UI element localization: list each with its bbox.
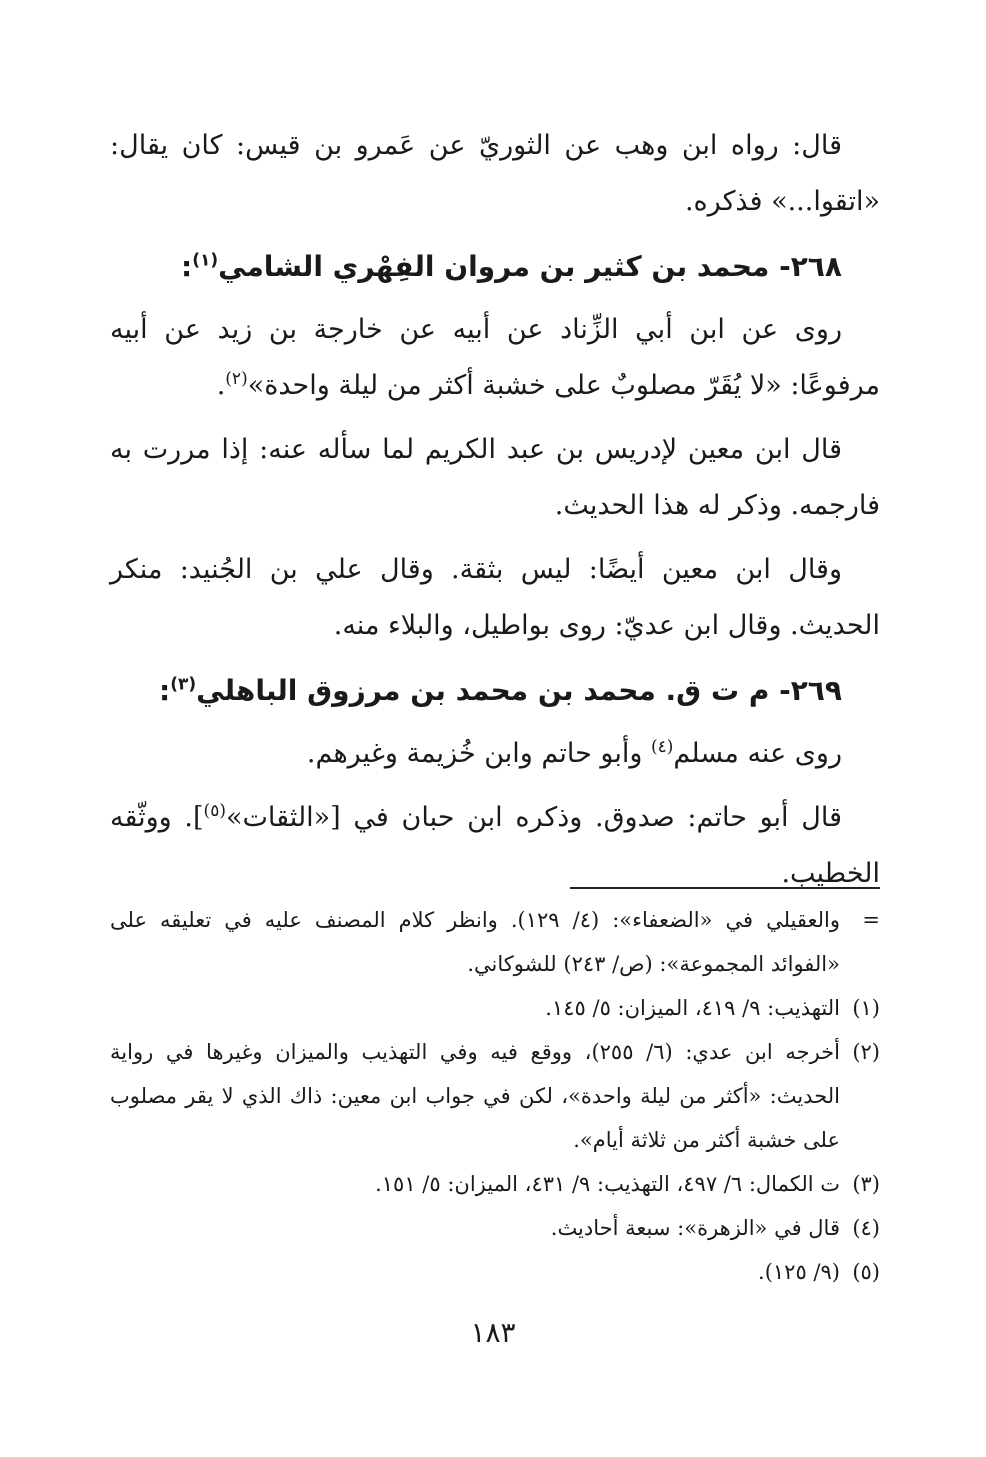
grading-text-rest: ]. ووثّقه الخطيب. bbox=[110, 802, 880, 889]
footnote-ref[interactable]: (٥) bbox=[203, 801, 226, 821]
footnote-text: والعقيلي في «الضعفاء»: (٤/ ١٢٩). وانظر كلام المصنف عليه في تعليقه على «الفوائد المجموعة»: (ص/ ٢٤٣) للشوكاني. bbox=[110, 908, 840, 976]
footnotes-list bbox=[110, 898, 880, 1294]
paragraph-criticism: وقال ابن معين أيضًا: ليس بثقة. وقال علي بن الجُنيد: منكر الحديث. وقال ابن عديّ: روى بواطيل، والبلاء منه. bbox=[110, 554, 880, 641]
narrators-text: روى عنه مسلم bbox=[673, 738, 842, 769]
hadith-text: روى عن ابن أبي الزِّناد عن أبيه عن خارجة بن زيد عن أبيه مرفوعًا: «لا يُقَرّ مصلوبٌ على خشبة أكثر من ليلة واحدة» bbox=[110, 314, 880, 401]
footnote-number: (٢) bbox=[852, 1040, 880, 1064]
footnote-item bbox=[110, 1250, 880, 1294]
narrators-text-rest: وأبو حاتم وابن خُزيمة وغيرهم. bbox=[306, 738, 651, 769]
footnote-item bbox=[110, 986, 880, 1030]
footnote-number: = bbox=[862, 908, 880, 932]
footnote-text: ت الكمال: ٦/ ٤٩٧، التهذيب: ٩/ ٤٣١، الميزان: ٥/ ١٥١. bbox=[375, 1172, 840, 1196]
footnote-divider bbox=[570, 887, 880, 889]
footnote-text: (٩/ ١٢٥). bbox=[758, 1260, 840, 1284]
heading-text: ٢٦٩- م ت ق. محمد بن محمد بن مرزوق الباهلي bbox=[196, 674, 842, 707]
footnote-text: التهذيب: ٩/ ٤١٩، الميزان: ٥/ ١٤٥. bbox=[545, 996, 840, 1020]
footnote-ref[interactable]: (١) bbox=[192, 250, 219, 271]
footnote-text: قال في «الزهرة»: سبعة أحاديث. bbox=[550, 1216, 840, 1240]
footnote-ref[interactable]: (٣) bbox=[170, 674, 197, 695]
period: . bbox=[216, 370, 226, 401]
footnote-item bbox=[110, 898, 880, 986]
paragraph-ibn-main: قال ابن معين لإدريس بن عبد الكريم لما سأله عنه: إذا مررت به فارجمه. وذكر له هذا الحديث. bbox=[110, 434, 880, 521]
heading-colon: : bbox=[159, 674, 171, 707]
footnote-number: (٤) bbox=[852, 1216, 880, 1240]
footnote-item bbox=[110, 1162, 880, 1206]
footnote-number: (٥) bbox=[852, 1260, 880, 1284]
heading-text: ٢٦٨- محمد بن كثير بن مروان الفِهْري الشامي bbox=[218, 250, 842, 283]
footnote-number: (٣) bbox=[852, 1172, 880, 1196]
heading-colon: : bbox=[180, 250, 193, 283]
footnote-area bbox=[110, 0, 880, 1457]
footnote-item bbox=[110, 1030, 880, 1162]
footnote-item bbox=[110, 1206, 880, 1250]
footnote-ref[interactable]: (٤) bbox=[651, 737, 674, 757]
footnote-text: أخرجه ابن عدي: (٦/ ٢٥٥)، ووقع فيه وفي التهذيب والميزان وغيرها في رواية الحديث: «أكثر من ليلة واحدة»، لكن في جواب ابن معين: ذاك الذي لا يقر مصلوب على خشبة أكثر من ثلاثة أيام». bbox=[110, 1040, 840, 1152]
grading-text: قال أبو حاتم: صدوق. وذكره ابن حبان في [«الثقات» bbox=[225, 802, 842, 833]
footnote-ref[interactable]: (٢) bbox=[225, 369, 248, 389]
paragraph-narration: قال: رواه ابن وهب عن الثوريّ عن عَمرو بن قيس: كان يقال: «اتقوا...» فذكره. bbox=[110, 130, 880, 217]
page-number: ١٨٣ bbox=[470, 1316, 516, 1349]
footnote-number: (١) bbox=[852, 996, 880, 1020]
